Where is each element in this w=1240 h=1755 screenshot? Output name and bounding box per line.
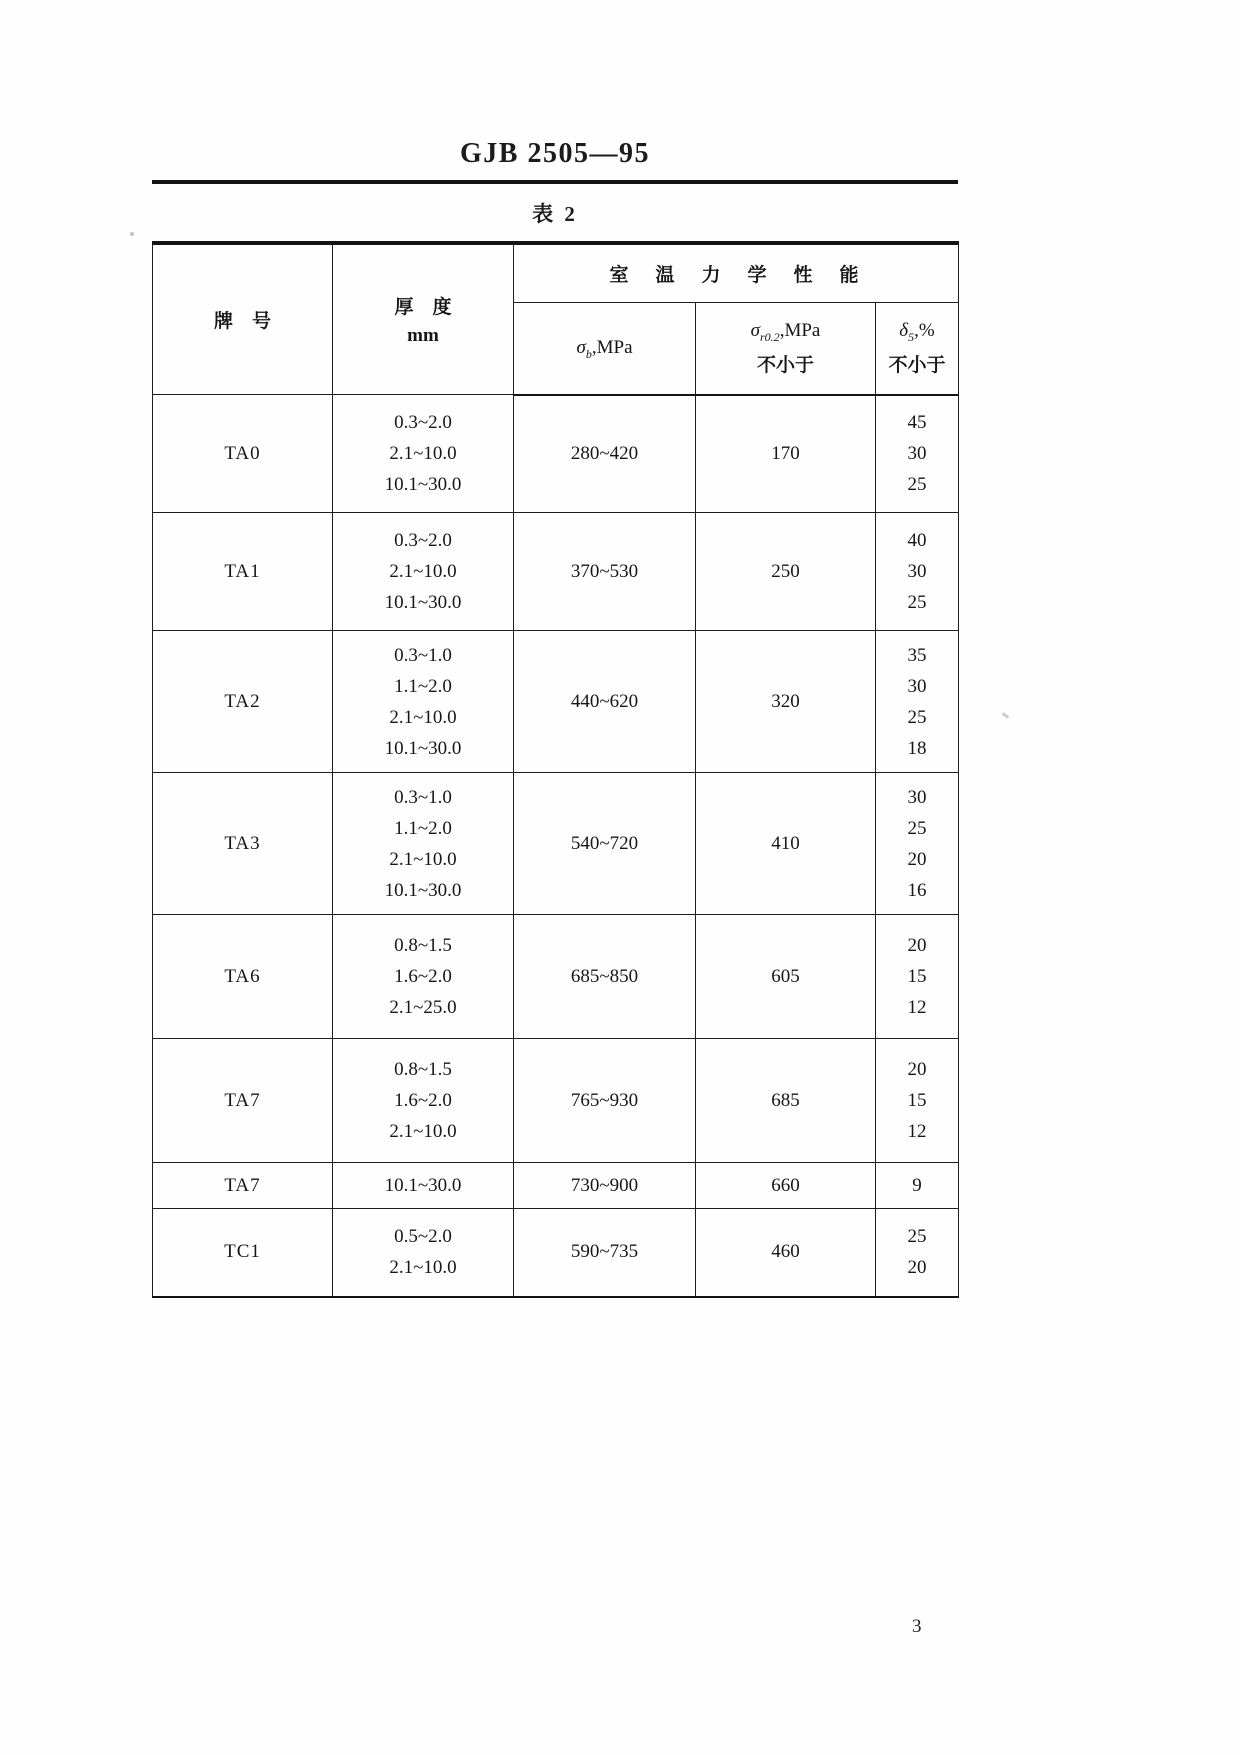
delta5-min-note: 不小于 [888,354,946,376]
table-row [153,773,959,915]
thickness-value: 0.8~1.5 [394,1059,452,1080]
grade-cell: TC1 [153,1209,333,1297]
thickness-value: 0.5~2.0 [394,1226,452,1248]
sigma-b-cell: 765~930 [514,1039,696,1163]
delta5-cell [876,1209,959,1297]
page-number: 3 [912,1616,922,1637]
sigma-r02-cell: 685 [696,1039,876,1163]
delta5-value: 40 [907,530,927,551]
delta5-label [876,320,958,342]
scan-artifact [1002,712,1009,718]
document-content [152,0,958,1298]
thickness-value: 1.6~2.0 [394,966,452,987]
delta5-cell [876,513,959,631]
table-row [153,1209,959,1297]
delta5-value: 12 [907,1121,927,1142]
thickness-cell [333,395,514,513]
sigma-r02-cell: 410 [696,773,876,915]
sigma-r02-min-note: 不小于 [756,354,814,376]
thickness-cell [333,773,514,915]
thickness-value: 10.1~30.0 [384,879,462,901]
table-row [153,395,959,513]
header-sigma-b [514,303,696,395]
delta5-cell [876,1039,959,1163]
delta5-value: 20 [907,1257,927,1279]
thickness-cell [333,631,514,773]
delta5-value: 16 [907,879,927,901]
delta5-cell [876,395,959,513]
thickness-value: 10.1~30.0 [384,474,462,495]
grade-cell: TA7 [153,1039,333,1163]
grade-cell: TA6 [153,915,333,1039]
sigma-b-cell: 540~720 [514,773,696,915]
delta5-cell [876,631,959,773]
sigma-r02-cell: 170 [696,395,876,513]
thickness-value: 0.3~2.0 [394,530,452,551]
thickness-value: 2.1~10.0 [389,561,457,582]
sigma-r02-subscript: r0.2 [760,329,780,344]
delta5-unit: ,% [914,319,935,341]
thickness-value: 0.3~1.0 [394,786,452,808]
sigma-b-cell: 280~420 [514,395,696,513]
thickness-cell [333,1039,514,1163]
sigma-r02-cell: 320 [696,631,876,773]
delta5-value: 25 [907,706,927,728]
properties-table [152,241,959,1298]
header-grade: 牌 号 [153,243,333,395]
sigma-b-symbol: σ [576,337,586,359]
delta5-cell [876,773,959,915]
delta5-symbol: δ [899,319,909,341]
sigma-r02-symbol: σ [750,319,761,341]
thickness-cell [333,1209,514,1297]
sigma-r02-unit: ,MPa [779,319,821,341]
sigma-r02-cell: 250 [696,513,876,631]
delta5-value: 15 [907,1090,927,1111]
thickness-value: 10.1~30.0 [384,737,462,759]
sigma-b-cell: 685~850 [514,915,696,1039]
header-delta5 [876,303,959,395]
delta5-value: 35 [907,644,927,666]
thickness-cell [333,1163,514,1209]
thickness-value: 1.6~2.0 [394,1090,452,1111]
grade-cell: TA3 [153,773,333,915]
header-thickness-label: 厚 度 [394,296,452,318]
delta5-value: 15 [907,966,927,987]
header-sigma-r02 [696,303,876,395]
header-thickness-unit: mm [407,324,439,346]
grade-cell: TA1 [153,513,333,631]
delta5-value: 20 [907,935,927,956]
table-caption: 表 2 [532,201,578,226]
thickness-value: 10.1~30.0 [384,592,462,613]
sigma-b-cell: 440~620 [514,631,696,773]
delta5-value: 30 [907,443,927,465]
table-row [153,915,959,1039]
delta5-value: 30 [907,561,927,582]
thickness-value: 1.1~2.0 [394,817,452,839]
thickness-value: 2.1~10.0 [389,443,457,464]
doc-number: GJB 2505—95 [460,138,650,169]
header-group-title: 室 温 力 学 性 能 [514,243,959,303]
delta5-value: 25 [907,817,927,839]
sigma-b-cell: 730~900 [514,1163,696,1209]
thickness-cell [333,513,514,631]
thickness-value: 2.1~25.0 [389,997,457,1018]
delta5-value: 25 [907,592,927,613]
thickness-value: 10.1~30.0 [384,1175,462,1196]
thickness-value: 1.1~2.0 [394,675,452,697]
header-rule [152,180,958,184]
delta5-value: 25 [907,474,927,496]
thickness-cell [333,915,514,1039]
scan-artifact [130,232,134,236]
delta5-value: 20 [907,1059,927,1080]
sigma-r02-cell: 605 [696,915,876,1039]
sigma-b-cell: 370~530 [514,513,696,631]
thickness-value: 0.3~2.0 [394,412,452,433]
delta5-value: 9 [912,1175,922,1196]
table-row [153,631,959,773]
sigma-r02-cell: 660 [696,1163,876,1209]
thickness-value: 2.1~10.0 [389,1257,457,1279]
sigma-b-unit: ,MPa [591,337,633,359]
table-row [153,1039,959,1163]
delta5-value: 45 [907,412,927,434]
delta5-value: 20 [907,848,927,870]
thickness-value: 2.1~10.0 [389,706,457,728]
delta5-value: 18 [907,737,927,759]
table-row [153,1163,959,1209]
grade-cell: TA0 [153,395,333,513]
delta5-value: 25 [907,1226,927,1248]
delta5-subscript: 5 [908,329,915,344]
grade-cell: TA7 [153,1163,333,1209]
thickness-value: 0.3~1.0 [394,644,452,666]
sigma-r02-label [696,320,875,342]
header-thickness [333,243,514,395]
delta5-cell [876,915,959,1039]
delta5-value: 30 [907,675,927,697]
thickness-value: 2.1~10.0 [389,848,457,870]
table-header-row-group [153,243,959,303]
grade-cell: TA2 [153,631,333,773]
delta5-value: 12 [907,997,927,1018]
delta5-value: 30 [907,786,927,808]
sigma-r02-cell: 460 [696,1209,876,1297]
delta5-cell [876,1163,959,1209]
thickness-value: 2.1~10.0 [389,1121,457,1142]
sigma-b-cell: 590~735 [514,1209,696,1297]
sigma-b-subscript: b [585,347,592,362]
thickness-value: 0.8~1.5 [394,935,452,956]
table-row [153,513,959,631]
